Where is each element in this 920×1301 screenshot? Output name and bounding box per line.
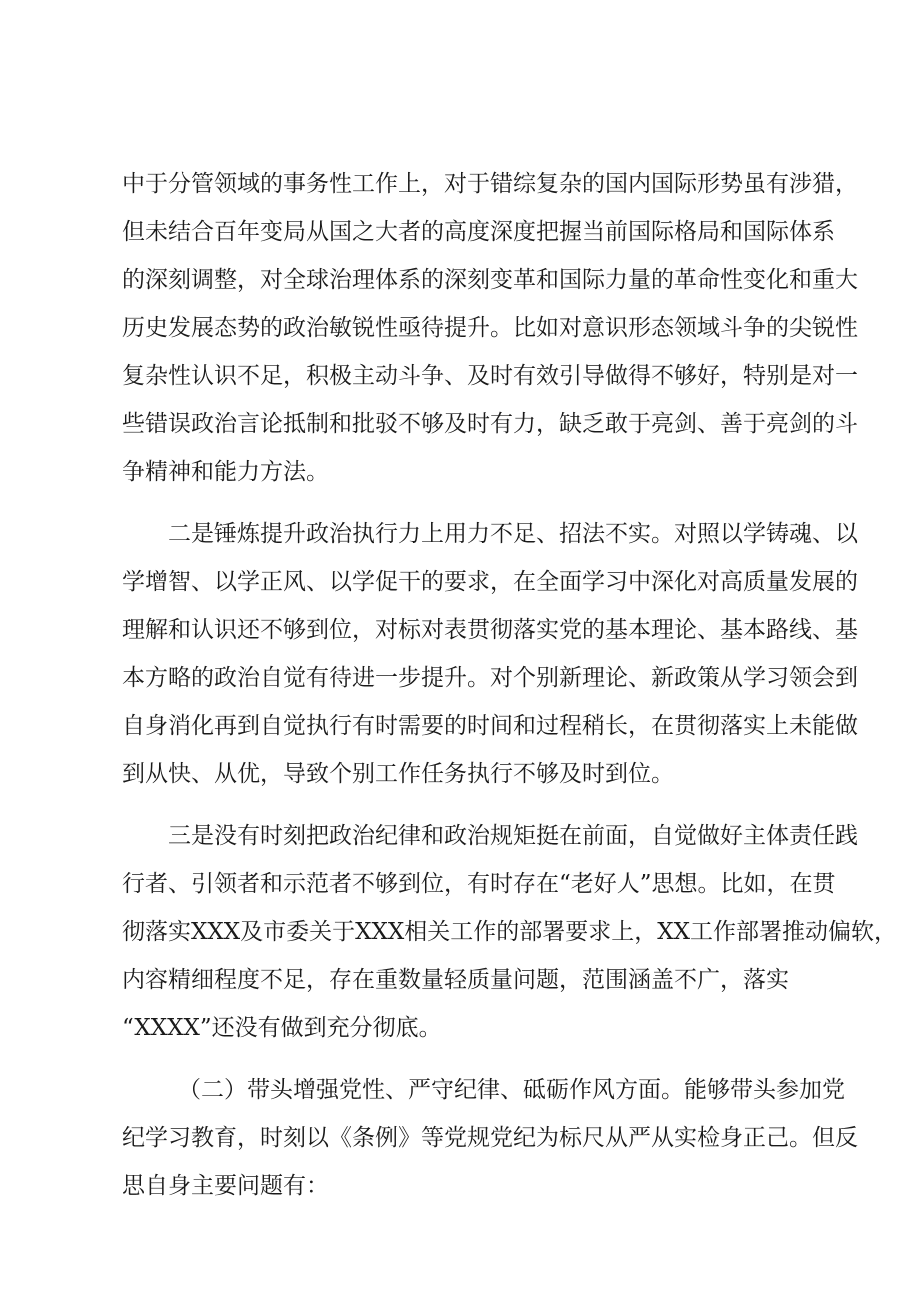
text-line: 行者、引领者和示范者不够到位，有时存在“老好人”思想。比如，在贯 <box>122 871 836 897</box>
paragraph-4 <box>122 1066 858 1210</box>
text-line: 彻落实XXX及市委关于XXX相关工作的部署要求上，XX工作部署推动偏软， <box>122 919 897 945</box>
text-line: 复杂性认识不足，积极主动斗争、及时有效引导做得不够好，特别是对一 <box>122 363 858 389</box>
text-line: 二是锤炼提升政治执行力上用力不足、招法不实。对照以学铸魂、以 <box>168 521 858 547</box>
paragraph-1 <box>122 160 858 496</box>
text-line: 的深刻调整，对全球治理体系的深刻变革和国际力量的革命性变化和重大 <box>122 267 858 293</box>
text-line: 本方略的政治自觉有待进一步提升。对个别新理论、新政策从学习领会到 <box>122 665 858 691</box>
text-line: 纪学习教育，时刻以《条例》等党规党纪为标尺从严从实检身正己。但反 <box>122 1125 858 1151</box>
document-body <box>122 160 897 1210</box>
text-line: 思自身主要问题有： <box>122 1173 329 1199</box>
text-line: 理解和认识还不够到位，对标对表贯彻落实党的基本理论、基本路线、基 <box>122 617 858 643</box>
text-line: 些错误政治言论抵制和批驳不够及时有力，缺乏敢于亮剑、善于亮剑的斗 <box>122 411 858 437</box>
text-line: 自身消化再到自觉执行有时需要的时间和过程稍长，在贯彻落实上未能做 <box>122 713 858 739</box>
text-line: “XXXX”还没有做到充分彻底。 <box>122 1015 442 1041</box>
text-line: 到从快、从优，导致个别工作任务执行不够及时到位。 <box>122 761 674 787</box>
text-line: 内容精细程度不足，存在重数量轻质量问题，范围涵盖不广，落实 <box>122 967 789 993</box>
text-line: 三是没有时刻把政治纪律和政治规矩挺在前面，自觉做好主体责任践 <box>168 823 858 849</box>
text-line: 但未结合百年变局从国之大者的高度深度把握当前国际格局和国际体系 <box>122 219 835 245</box>
text-line: （二）带头增强党性、严守纪律、砥砺作风方面。能够带头参加党 <box>178 1077 845 1103</box>
paragraph-3 <box>122 812 897 1052</box>
text-line: 学增智、以学正风、以学促干的要求，在全面学习中深化对高质量发展的 <box>122 569 858 595</box>
text-line: 中于分管领域的事务性工作上，对于错综复杂的国内国际形势虽有涉猎， <box>122 171 858 197</box>
paragraph-2 <box>122 510 858 798</box>
text-line: 历史发展态势的政治敏锐性亟待提升。比如对意识形态领域斗争的尖锐性 <box>122 315 858 341</box>
text-line: 争精神和能力方法。 <box>122 459 329 485</box>
